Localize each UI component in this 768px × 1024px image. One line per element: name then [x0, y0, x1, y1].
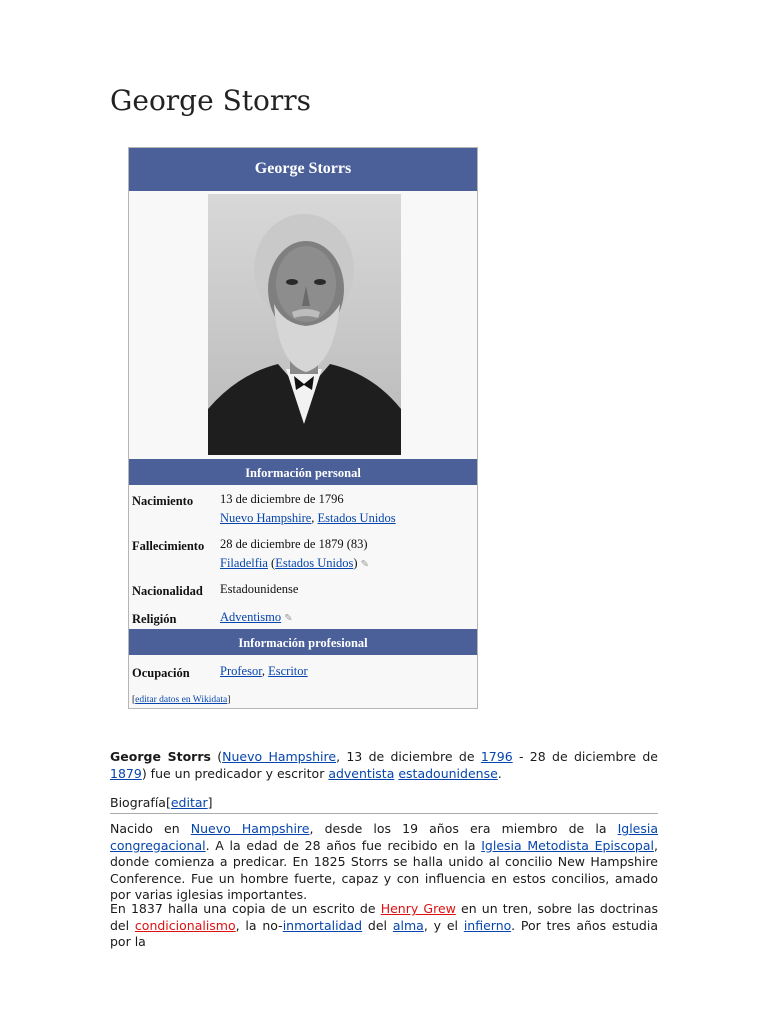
section-professional: Información profesional [129, 629, 477, 655]
link-henry-grew[interactable]: Henry Grew [380, 901, 456, 916]
link-estadounidense[interactable]: estadounidense [398, 765, 498, 781]
birth-sep: , [311, 511, 318, 525]
para-text: , y el [423, 917, 464, 933]
link-adventista[interactable]: adventista [328, 765, 395, 781]
religion-label: Religión [132, 612, 177, 626]
link-nuevo-hampshire[interactable]: Nuevo Hampshire [220, 511, 312, 525]
para-text: del [362, 917, 393, 933]
birth-date: 13 de diciembre de 1796 [220, 492, 344, 506]
intro-paragraph [110, 749, 658, 782]
link-edit-biography[interactable]: editar [170, 795, 208, 810]
infobox-title: George Storrs [129, 148, 477, 191]
link-adventismo[interactable]: Adventismo [220, 610, 282, 624]
link-1879[interactable]: 1879 [110, 765, 142, 781]
link-inmortalidad[interactable]: inmortalidad [282, 917, 363, 933]
link-iglesia-metodista[interactable]: Iglesia Metodista Episcopal [481, 837, 655, 853]
portrait-image [208, 194, 401, 455]
occupation-value: Profesor, Escritor [220, 664, 308, 678]
intro-text: , 13 de diciembre de [336, 749, 481, 764]
intro-text: ( [210, 749, 223, 764]
para-text: . Por tres años estudia por la [110, 917, 658, 949]
para-text: , desde los 19 años era miembro de la [309, 821, 618, 836]
intro-text: - 28 de diciembre de [512, 749, 658, 764]
pencil-icon[interactable]: ✎ [284, 613, 293, 624]
link-nuevo-hampshire[interactable]: Nuevo Hampshire [222, 749, 337, 764]
para-text: . A la edad de 28 años fue recibido en la [205, 837, 482, 853]
link-nuevo-hampshire[interactable]: Nuevo Hampshire [190, 821, 310, 836]
paragraph-2 [110, 901, 658, 951]
section-personal: Información personal [129, 459, 477, 485]
link-filadelfia[interactable]: Filadelfia [220, 556, 268, 570]
link-estados-unidos[interactable]: Estados Unidos [317, 511, 396, 525]
intro-name: George Storrs [110, 749, 211, 764]
link-iglesia-congregacional[interactable]: Iglesia congregacional [110, 821, 659, 853]
intro-text: ) fue un predicador y escritor [141, 765, 329, 781]
death-place: Filadelfia (Estados Unidos) ✎ [220, 556, 370, 570]
nationality-label: Nacionalidad [132, 584, 203, 598]
biography-heading: Biografía[editar] [110, 795, 658, 814]
birth-value [220, 490, 396, 528]
death-date: 28 de diciembre de 1879 (83) [220, 537, 368, 551]
religion-value [220, 608, 293, 628]
death-value [220, 535, 369, 574]
link-infierno[interactable]: infierno [463, 917, 512, 933]
wikidata-footer: [editar datos en Wikidata] [132, 695, 231, 705]
occupation-label: Ocupación [132, 666, 190, 680]
infobox [128, 147, 478, 709]
page-title: George Storrs [110, 84, 312, 117]
para-text: En 1837 halla una copia de un escrito de [110, 901, 381, 916]
link-alma[interactable]: alma [392, 917, 424, 933]
paragraph-1 [110, 821, 658, 904]
para-text: , donde comienza a predicar. En 1825 Storrs se halla unido al concilio New Hampshire Conference. Fue un hombre fuerte, capaz y con influencia en estos concilios, amado por varias iglesias importantes. [110, 837, 658, 902]
birth-label: Nacimiento [132, 494, 194, 508]
link-escritor[interactable]: Escritor [268, 664, 308, 678]
birth-place [220, 509, 396, 528]
link-condicionalismo[interactable]: condicionalismo [134, 917, 236, 933]
nationality-value: Estadounidense [220, 582, 299, 596]
death-label: Fallecimiento [132, 539, 205, 553]
link-1796[interactable]: 1796 [480, 749, 513, 764]
biography-title: Biografía [110, 795, 166, 810]
para-text: , la no- [235, 917, 283, 933]
link-edit-wikidata[interactable]: editar datos en Wikidata [135, 695, 228, 705]
pencil-icon[interactable]: ✎ [360, 559, 370, 570]
link-profesor[interactable]: Profesor [220, 664, 262, 678]
intro-text: . [497, 765, 502, 781]
para-text: en un tren, sobre las doctrinas del [110, 901, 658, 933]
link-estados-unidos-2[interactable]: Estados Unidos [275, 556, 354, 570]
para-text: Nacido en [110, 821, 191, 836]
